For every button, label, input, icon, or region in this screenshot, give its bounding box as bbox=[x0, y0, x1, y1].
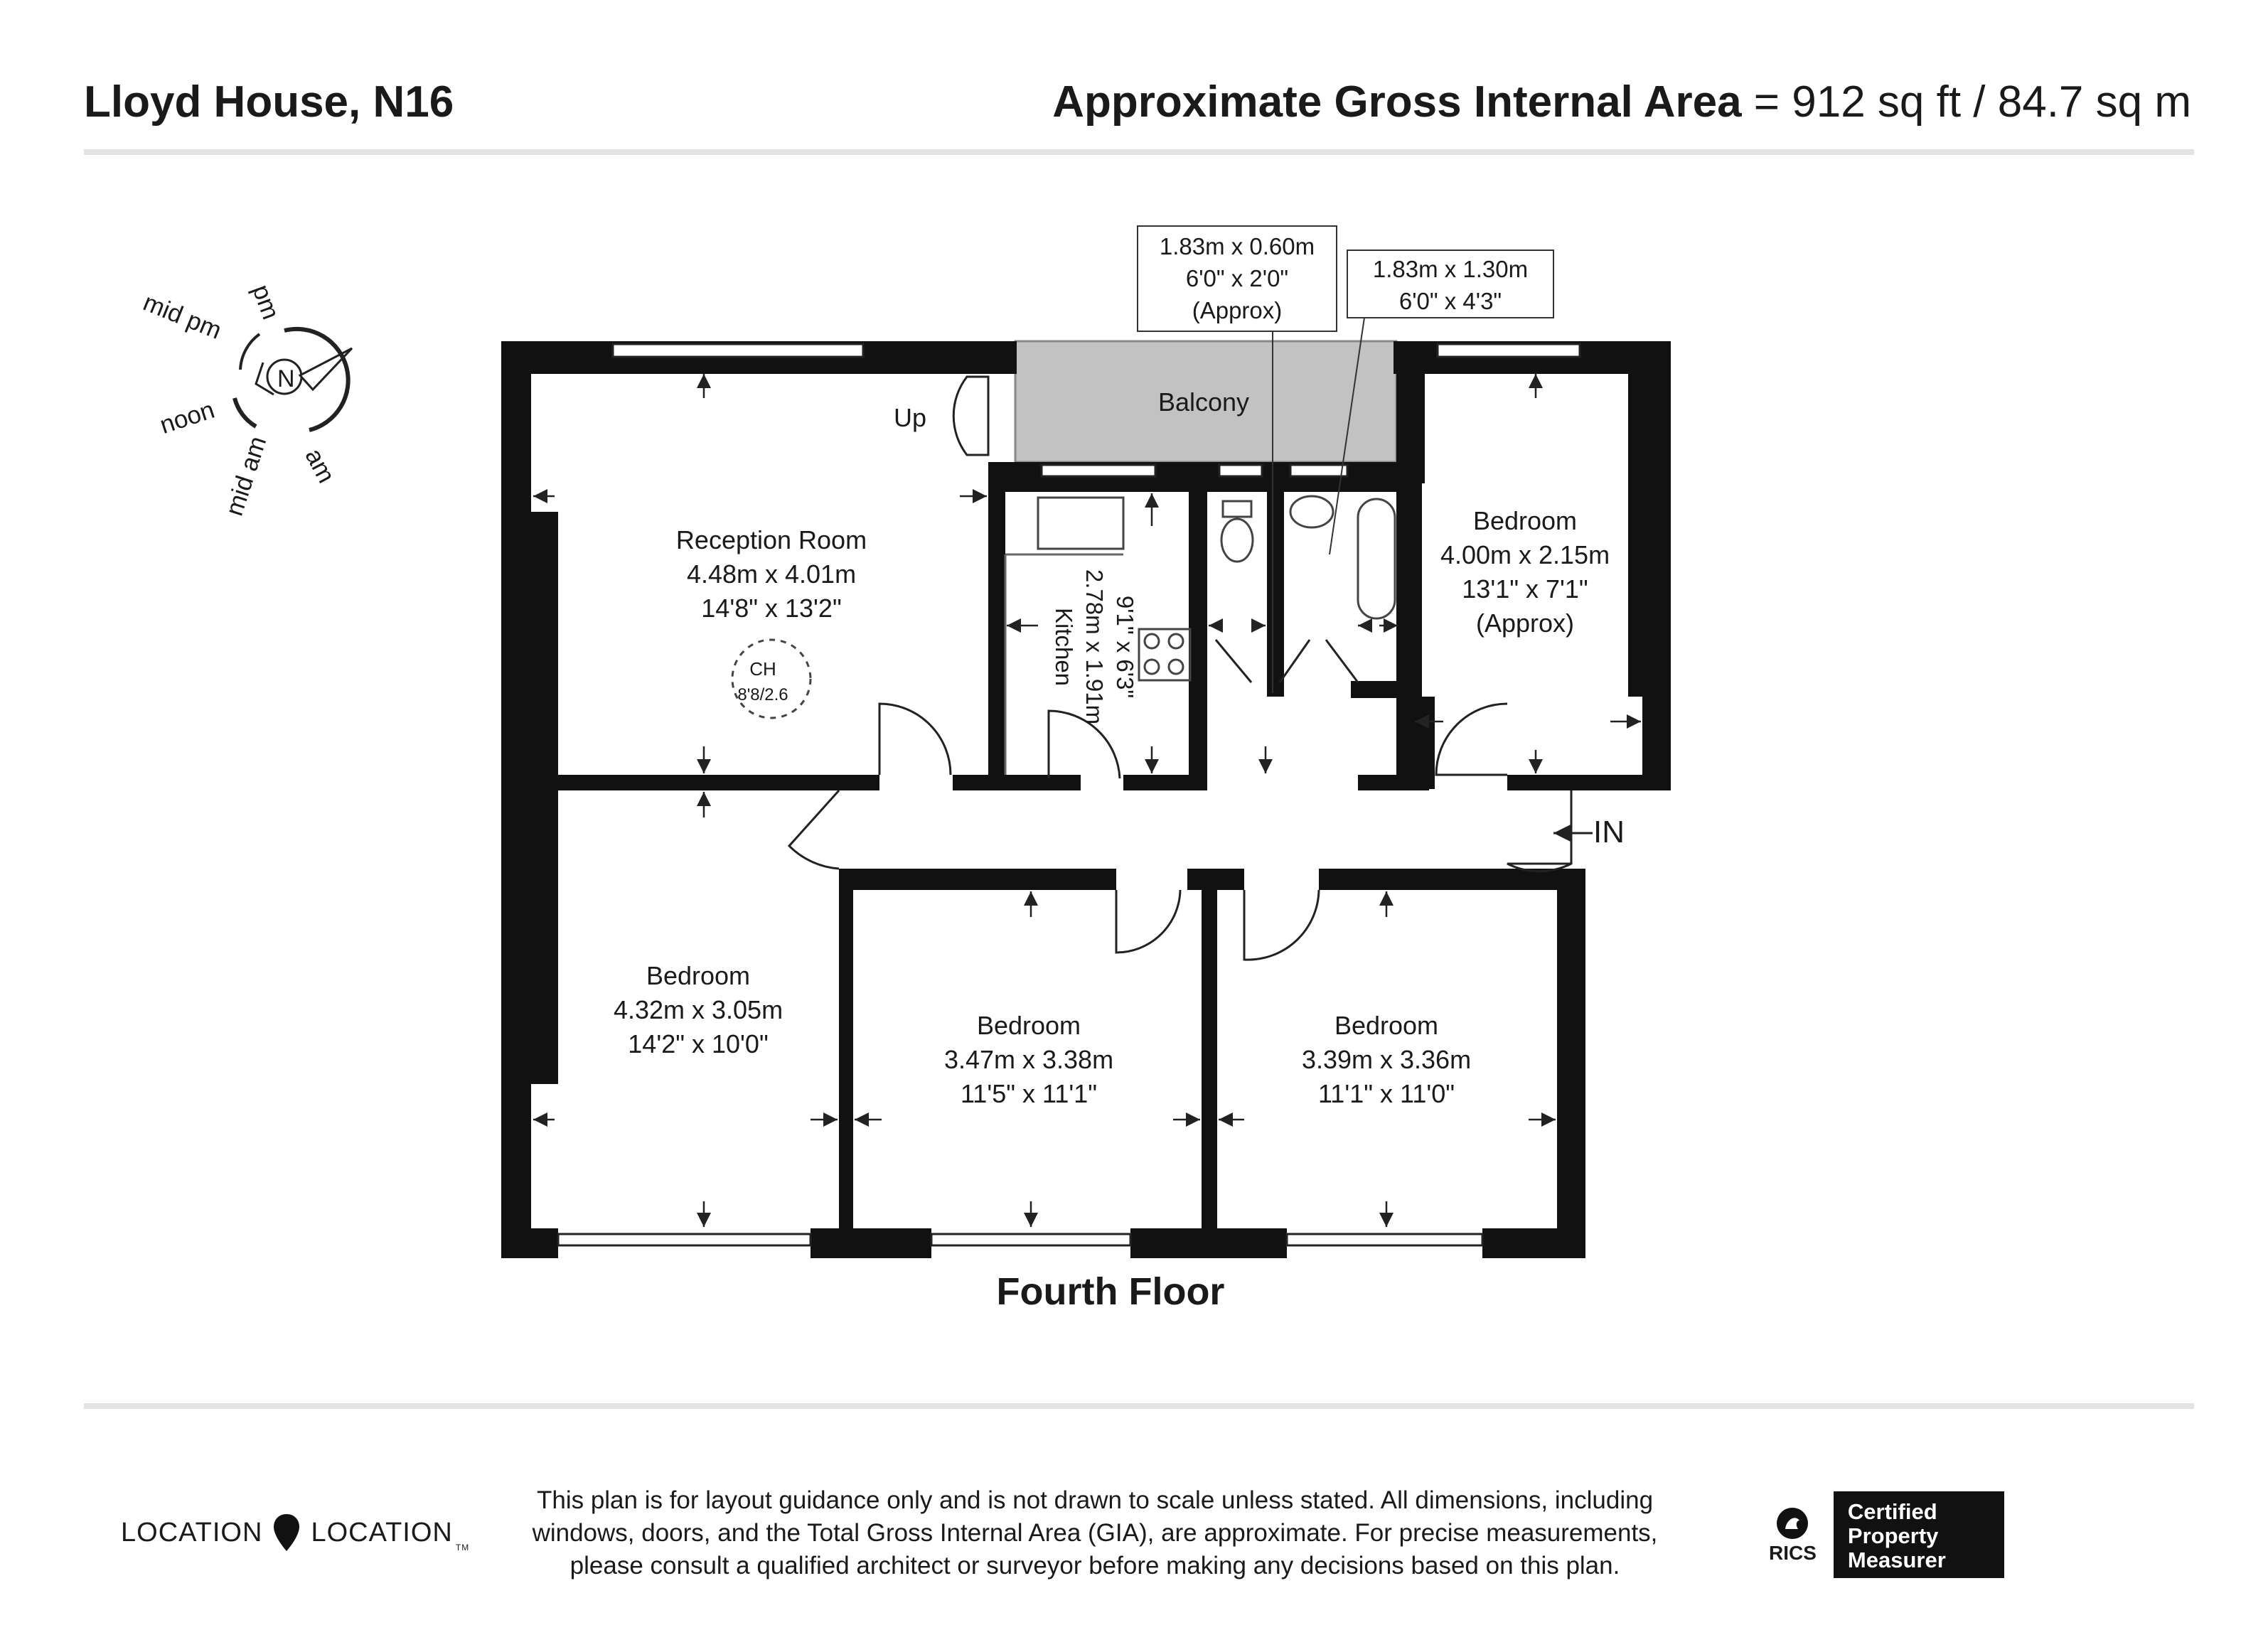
compass-pm: pm bbox=[247, 281, 285, 323]
kitchen-metric: 2.78m x 1.91m bbox=[1081, 569, 1108, 725]
basin-fixture bbox=[1290, 496, 1333, 527]
bedroom-sc-name: Bedroom bbox=[976, 1011, 1081, 1040]
bedroom-sc-metric: 3.47m x 3.38m bbox=[943, 1045, 1114, 1074]
reception-metric: 4.48m x 4.01m bbox=[686, 559, 857, 589]
balcony-name: Balcony bbox=[1157, 387, 1250, 417]
rics-certification bbox=[1769, 1491, 2004, 1578]
reception-imperial: 14'8" x 13'2" bbox=[701, 594, 842, 623]
compass-am: am bbox=[299, 444, 341, 488]
walls bbox=[501, 341, 1671, 1258]
ceiling-value: 8'8/2.6 bbox=[737, 685, 788, 704]
disclaimer-text: This plan is for layout guidance only and is not drawn to scale unless stated. All dimensions, including windows, doors, and the Total Gross Internal Area (GIA), are approximate. For precise measurements, please consult a qualified architect or surveyor before making any decisions based on this plan. bbox=[532, 1486, 1658, 1579]
reception-name: Reception Room bbox=[675, 525, 867, 554]
floor-name: Fourth Floor bbox=[996, 1270, 1225, 1313]
bedroom-se-imperial: 11'1" x 11'0" bbox=[1317, 1079, 1455, 1108]
rics-logo bbox=[1769, 1505, 1817, 1565]
logo-left-word: LOCATION bbox=[121, 1517, 263, 1548]
bedroom-sw-metric: 4.32m x 3.05m bbox=[613, 995, 783, 1024]
wc-metric: 1.83m x 0.60m bbox=[1159, 233, 1315, 259]
bedroom-ne-metric: 4.00m x 2.15m bbox=[1440, 540, 1610, 569]
badge-line-1: Certified bbox=[1847, 1499, 1937, 1524]
bedroom-ne-name: Bedroom bbox=[1472, 506, 1578, 535]
compass-mid-pm: mid pm bbox=[139, 288, 226, 345]
bedroom-ne-note: (Approx) bbox=[1475, 608, 1575, 638]
compass-mid-am: mid am bbox=[220, 433, 272, 520]
compass-labels bbox=[139, 281, 341, 519]
location-pin-icon bbox=[272, 1513, 301, 1552]
bedroom-ne-imperial: 13'1" x 7'1" bbox=[1462, 574, 1588, 604]
bath-imperial: 6'0" x 4'3" bbox=[1398, 288, 1502, 314]
entrance-label: IN bbox=[1593, 815, 1625, 849]
bedroom-sw-name: Bedroom bbox=[646, 961, 751, 990]
toilet-fixture bbox=[1221, 519, 1253, 562]
rics-wordmark: RICS bbox=[1769, 1542, 1817, 1564]
bedroom-se-name: Bedroom bbox=[1334, 1011, 1439, 1040]
wc-imperial: 6'0" x 2'0" bbox=[1185, 265, 1289, 291]
bath-fixture bbox=[1358, 499, 1395, 618]
certified-badge bbox=[1834, 1491, 2004, 1578]
kitchen-name: Kitchen bbox=[1051, 607, 1077, 687]
gross-area-value: = 912 sq ft / 84.7 sq m bbox=[1741, 77, 2191, 127]
property-title: Lloyd House, N16 bbox=[84, 77, 454, 127]
badge-line-2: Property bbox=[1847, 1523, 1939, 1548]
up-label: Up bbox=[893, 403, 927, 432]
badge-line-3: Measurer bbox=[1847, 1548, 1946, 1572]
bedroom-se-metric: 3.39m x 3.36m bbox=[1301, 1045, 1472, 1074]
bedroom-sw-imperial: 14'2" x 10'0" bbox=[628, 1029, 769, 1058]
wc-note: (Approx) bbox=[1192, 297, 1283, 323]
sink-fixture bbox=[1038, 498, 1123, 549]
bath-metric: 1.83m x 1.30m bbox=[1372, 256, 1529, 282]
bedroom-sc-imperial: 11'5" x 11'1" bbox=[960, 1079, 1098, 1108]
logo-right-word: LOCATION bbox=[311, 1517, 453, 1548]
logo-trademark: TM bbox=[455, 1543, 470, 1552]
compass-noon: noon bbox=[156, 395, 218, 439]
footer-divider bbox=[84, 1403, 2194, 1409]
ceiling-code: CH bbox=[749, 658, 776, 680]
lion-icon bbox=[1774, 1505, 1811, 1542]
gross-area-label: Approximate Gross Internal Area bbox=[1052, 77, 1742, 127]
kitchen-imperial: 9'1" x 6'3" bbox=[1112, 595, 1138, 699]
agency-logo bbox=[121, 1513, 469, 1552]
compass-north: N bbox=[277, 365, 295, 392]
